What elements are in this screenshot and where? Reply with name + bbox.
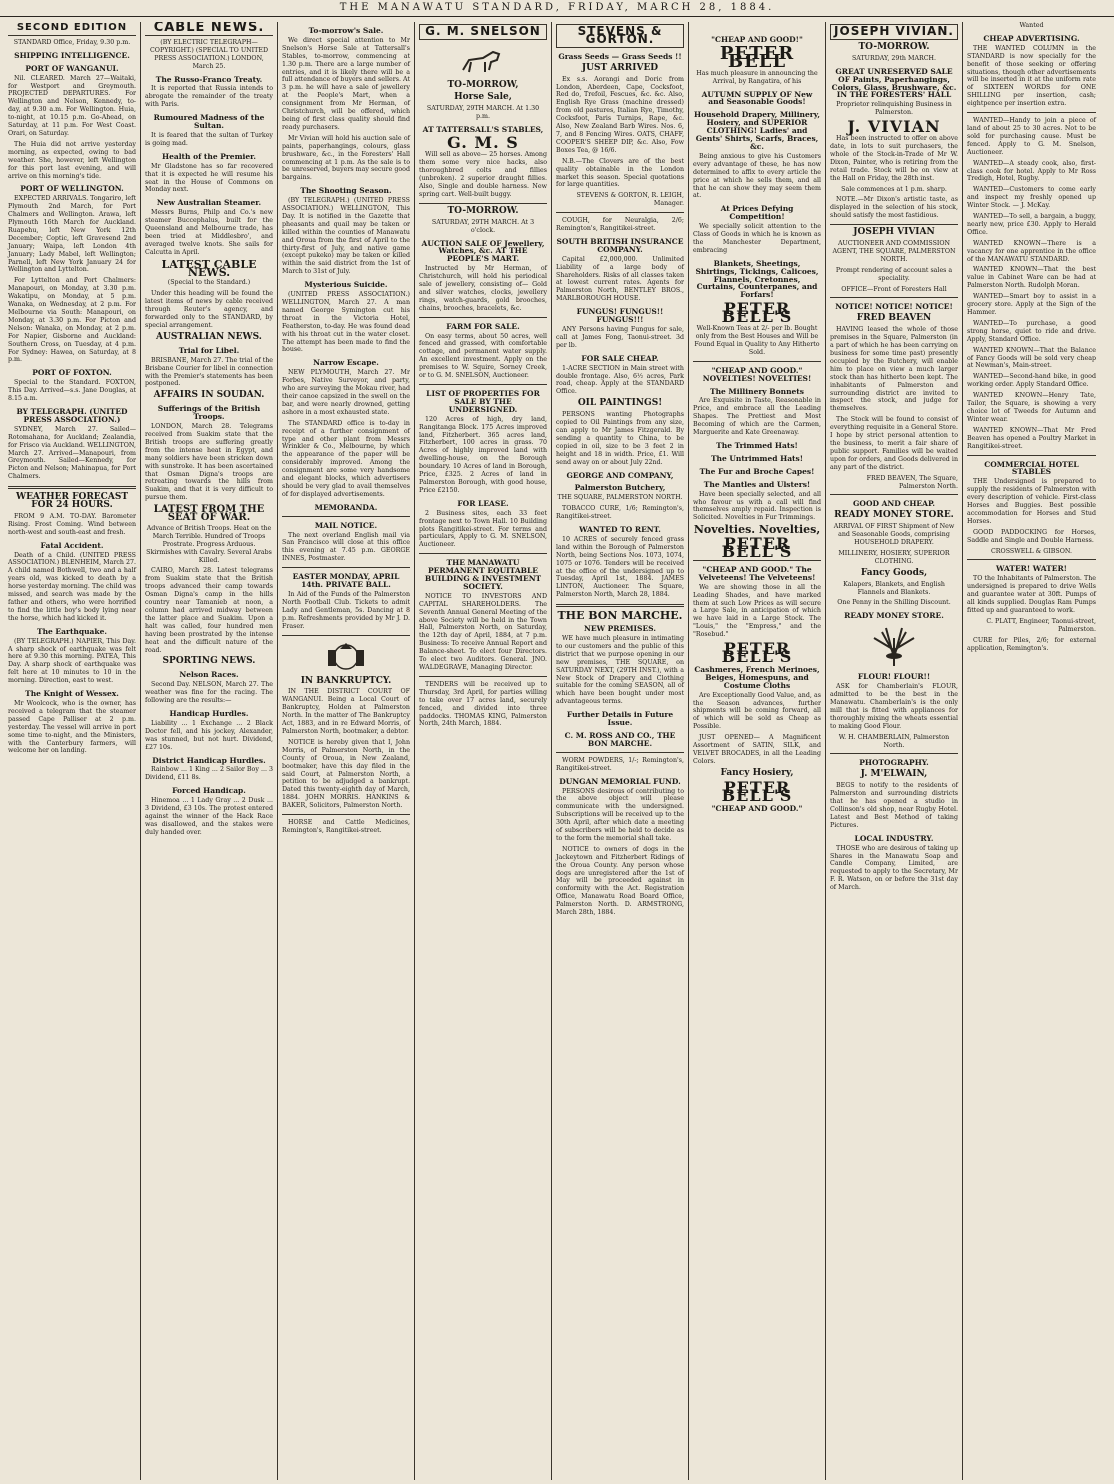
stables-heading: AT TATTERSALL'S STABLES, — [422, 124, 544, 134]
weather-text: FROM 9 A.M. TO-DAY. Barometer Rising. Frost Coming. Wind between north-west and south-east and fresh. — [8, 512, 136, 536]
just-arrived-text-2: N.B.—The Clovers are of the best quality obtainable in the London market this season. Special quotations for large quantities. — [556, 157, 684, 189]
premier-text: Mr Gladstone has so far recovered that it is expected he will resume his seat in the House of Commons on Monday next. — [145, 162, 273, 194]
fungus-text: ANY Persons having Fungus for sale, call at James Fong, Taonui-street. 3d per lb. — [556, 326, 684, 349]
wanted-label: Wanted — [1019, 22, 1044, 29]
novelties-heading: "CHEAP AND GOOD." NOVELTIES! NOVELTIES! — [702, 365, 812, 383]
standard-office-text: The STANDARD office is to-day in receipt of a further consignment of type and other plant from Messrs Wrinkler & Co., Melbourne, by which the appearance of the paper will be considerably improved. Among the consignment are some very handsome and elegant blocks, which advertisers should be very glad to avail themselves of for displayed advertisements. — [282, 419, 410, 498]
libel-text: BRISBANE, March 27. The trial of the Brisbane Courier for libel in connection with the Premier's statements has been postponed. — [145, 356, 274, 388]
wanted-ad: WANTED KNOWN—That the best value in Cabinet Ware can be had at Palmerston North. Rudolph Moran. — [967, 266, 1096, 290]
beaven-heading: FRED BEAVEN — [856, 313, 932, 324]
shipping-heading: SHIPPING INTELLIGENCE. — [14, 50, 130, 60]
just-arrived-text: Ex s.s. Aorangi and Doric from London, Aberdeen, Cape, Cocksfoot, Red do, Trefoil, Fescues, &c. &c. Also, English Rye Grass (machine dressed) from old pastures, Italian Rye, Timothy, Cocksfoot, Paris Turnips, Rape, &c. Also, New Zealand Barb Wires. Nos. 6, 7, and 8 Fencing Wires. OATS, CHAFF, COOPER'S SHEEP DIP, &c. Also, Fow Boxes Tea, @ 16/6. — [556, 75, 684, 154]
soudan-text: LONDON, March 28. Telegrams received from Suakim state that the British troops are suffering greatly from the intense heat in Egypt, and many soldiers have been stricken down with sunstroke. It has been ascertained that Osman Digna's troops are retreating towards the hills from Suakim, and that it is very difficult to pursue them. — [145, 423, 273, 502]
peter-bells-title-4: PETER BELL'S — [721, 639, 793, 666]
tomorrow-sale-text-2: Mr Vivian will hold his auction sale of paints, paperhangings, colours, glass brushware, &c., in the Foresters' Hall commencing at 1 p.m. As the sale is to be unreserved, buyers may secure good bargains. — [282, 134, 410, 182]
commercial-stables-heading: COMMERCIAL HOTEL STABLES — [984, 459, 1079, 477]
wanted-ad: WANTED KNOWN—That the Balance of Fancy Goods will be sold very cheap at Newman's, Main-street. — [967, 346, 1096, 370]
properties-text: 120 Acres of high, dry land, Rangitanga Block. 175 Acres improved land, Fitzherbert. 365 acres land, Fitzherbert, 100 acres in grass. 70 Acres of highly improved land with dwelling-house, on the Borough boundary. 10 Acres of land in Borough, Price, £325. 2 Acres of land in Palmerston Borough, with good house, Price £2150. — [419, 415, 547, 494]
ready-money-footer: READY MONEY STORE. — [844, 611, 944, 621]
fancy-hosiery: Fancy Hosiery, — [720, 767, 794, 778]
ready-money-heading: READY MONEY STORE. — [834, 510, 954, 521]
stevens-gorton-signature: STEVENS & GORTON, R. LEIGH, Manager. — [576, 192, 684, 208]
horse-lots: Will sell as above— 25 horses. Among them some very nice hacks, also thoroughbred colts and fillies (unbroken). 2 superior draught fillies. Also, Single and double harness. New spring cart. Well-built buggy. — [419, 151, 547, 198]
latest-cable-heading: LATEST CABLE NEWS. — [161, 257, 257, 279]
chamberlain-signature: W. H. CHAMBERLAIN, Palmerston North. — [838, 733, 950, 749]
trimmed-hats: The Trimmed Hats! — [716, 440, 798, 450]
seat-of-war-heading: LATEST FROM THE SEAT OF WAR. — [153, 504, 265, 524]
millinery-heading: The Millinery Bonnets — [710, 386, 804, 396]
wanted-ad: WANTED—Customers to come early and inspect my freshly opened up Winter Stock. — J. McKay. — [967, 186, 1096, 210]
column-cable-news — [141, 22, 278, 1480]
building-society-heading: THE MANAWATU PERMANENT EQUITABLE BUILDING & INVESTMENT SOCIETY. — [424, 558, 542, 591]
soudan-sub: Sufferings of the British Troops. — [157, 404, 261, 422]
peter-bells-title-3: PETER BELL'S — [721, 534, 793, 562]
cashmeres-text: Are Exceptionally Good Value, and, as the Season advances, further shipments will be coming forward, all of which will be sold as Cheap as Possible. — [693, 691, 821, 731]
shooting-heading: The Shooting Season. — [300, 186, 392, 196]
wanganui-text: Nil. CLEARED. March 27—Waitaki, for Westport and Greymouth. PROJECTED DEPARTURES. For Wellington and Nelson, Kennedy, to-day, at 9.30 a.m. For Wellington. Huia, to-night, at 10.15 p.m. Go-Ahead, on Saturday, at 11 p.m. For West Coast. Orari, on Saturday. — [8, 74, 136, 137]
foxton-text: Special to the Standard. FOXTON, This Day. Arrived—s.s. Jane Douglas, at 8.15 a.m. — [8, 379, 136, 403]
russo-heading: The Russo-Franco Treaty. — [155, 74, 263, 84]
wanted-ad: WANTED—To purchase, a good strong horse, quiet to ride and drive. Apply, Standard Office. — [967, 319, 1096, 343]
knight-text: Mr Woolcock, who is the owner, has received a telegram that the steamer passed Cape Palliser at 2 p.m. yesterday. The vessel will arrive in port some time to-night, and the Ministers, with the Canterbury farmers, will welcome her on landing. — [8, 699, 136, 755]
oil-paintings-text: PERSONS wanting Photographs copied to Oil Paintings from any size, can apply to Mr James Fitzgerald. By sending a quantity to China, to be copied in oil, size to be 3 feet 2 in height and 18 in width. Price, £1. Will send away on or about July 22nd. — [556, 411, 684, 466]
seat-of-war-items: Advance of British Troops. Heat on the March Terrible. Hundred of Troops Prostrate. Progress Arduous. Skirmishes with Cavalry. Several Arabs Killed. — [146, 524, 272, 564]
easter-ball-heading: EASTER MONDAY, APRIL 14th. PRIVATE BALL. — [292, 572, 400, 590]
port-wellington-heading: PORT OF WELLINGTON. — [20, 184, 124, 194]
wanted-list — [967, 117, 1096, 450]
mantles-text: Have been specially selected, and all who favour us with a call will find themselves amply repaid. Inspection is Solicited. Novelties in Fur Trimmings. — [693, 490, 821, 522]
auctioneer-text: AUCTIONEER AND COMMISSION AGENT, THE SQUARE, PALMERSTON NORTH. — [832, 240, 956, 263]
peter-bells-title-5: PETER BELL'S — [721, 777, 793, 805]
butchery-company: GEORGE AND COMPANY, — [566, 470, 674, 480]
properties-heading: LIST OF PROPERTIES FOR SALE BY THE UNDERSIGNED. — [426, 389, 540, 414]
sale-cheap-heading: FOR SALE CHEAP. — [581, 353, 659, 363]
vivian-date: SATURDAY, 29th MARCH. — [851, 54, 937, 62]
water-heading: WATER! WATER! — [996, 564, 1067, 574]
earthquake-text: (BY TELEGRAPH.) NAPIER, This Day. A sharp shock of earthquake was felt here at 9.30 this morning. PATEA, This Day. A sharp shock of earthquake was felt here at 10 minutes to 10 in the morning. Direction, east to west. — [8, 637, 136, 685]
column-second-edition — [4, 22, 141, 1480]
telegraph-text: SYDNEY, March 27. Sailed—Rotomahana, for Auckland; Zealandia, for Frisco via Auckland. WELLINGTON, March 27. Arrived—Manapouri, from Greymouth. Sailed—Kennedy, for Picton and Nelson; Mahinapua, for Port Chalmers. — [8, 425, 136, 481]
soudan-heading: AFFAIRS IN SOUDAN. — [153, 390, 265, 401]
velveteens-heading: "CHEAP AND GOOD." The Velveteens! The Velveteens! — [698, 564, 816, 582]
suicide-heading: Mysterious Suicide. — [304, 280, 388, 290]
column-snelson — [415, 22, 552, 1480]
special-text: We specially solicit attention to the Class of Goods in which he is known as the Manchester Department, embracing — [693, 223, 821, 254]
bankruptcy-text-2: NOTICE is hereby given that I, John Morris, of Palmerston North, in the County of Oroua, in New Zealand, bootmaker, have this day filed in the said Court, at Palmerston North, a petition to be adjudged a bankrupt. Dated this twenty-eighth day of March, 1884. JOHN MORRIS. HANKINS & BAKER, Solicitors, Palmerston North. — [282, 738, 410, 810]
dungan-heading: DUNGAN MEMORIAL FUND. — [559, 776, 681, 786]
blankets-list: Blankets, Sheetings, Shirtings, Tickings, Calicoes, Flannels, Cretonnes, Curtains, Counterpanes, and Forfars! — [695, 258, 819, 300]
peter-bell-title: PETER BELL — [719, 42, 795, 72]
column-peter-bell — [689, 22, 826, 1480]
horse-icon — [453, 44, 513, 78]
gms-initials: G. M. S — [447, 133, 519, 153]
announce-text: Has much pleasure in announcing the Arrival, by Rangatira, of his — [696, 69, 818, 85]
mcilwain-heading: J. M'ELWAIN, — [860, 769, 928, 780]
sultan-text: It is feared that the sultan of Turkey is going mad. — [145, 131, 273, 147]
wanted-ad: WANTED KNOWN—There is a vacancy for one apprentice in the office of the MANAWATU STANDARD. — [967, 239, 1096, 263]
good-cheap-heading: GOOD AND CHEAP. — [853, 499, 935, 509]
column-stevens-gorton — [552, 22, 689, 1480]
wanted-ad: WANTED—Smart boy to assist in a grocery store. Apply at the Sign of the Hammer. — [967, 293, 1096, 316]
easter-ball-text: In Aid of the Funds of the Palmerston North Football Club. Tickets to admit Lady and Gentleman, 5s. Dancing at 8 p.m. Refreshments provided by Mr J. D. Fraser. — [282, 591, 410, 630]
memoranda-heading: MEMORANDA. — [314, 502, 378, 512]
bankruptcy-heading: IN BANKRUPTCY. — [300, 675, 392, 686]
escape-text: NEW PLYMOUTH, March 27. Mr Forbes, Native Surveyor, and party, who are surveying the Mokau river, had their canoe capsized in the swell on the bar, and were nearly drowned, getting ashore in a most exhausted state. — [282, 369, 410, 416]
wanted-rent-text: 10 ACRES of securely fenced grass land within the Borough of Palmerston North, being Sections Nos. 1073, 1074, 1075 or 1076. Tenders will be received at the office of the undersigned up to Tuesday, April 1st, 1884. JAMES LINTON, Auctioneer. The Square, Palmerston North, March 28, 1884. — [556, 535, 684, 599]
unreserved-sale: GREAT UNRESERVED SALE OF Paints, Paperhangings, Colors, Glass, Brushware, &c. IN THE FORESTERS' HALL — [831, 66, 957, 100]
dixon-note: NOTE.—Mr Dixon's artistic taste, as displayed in the selection of his stock, should satisfy the most fastidious. — [830, 196, 958, 220]
new-premises-heading: NEW PREMISES. — [584, 624, 656, 634]
column-local-news — [278, 22, 415, 1480]
sultan-heading: Rumoured Madness of the Sultan. — [153, 113, 265, 131]
worm-powders-ad: WORM POWDERS, 1/-; Remington's, Rangitikei-street. — [556, 756, 684, 772]
tobacco-ad: TOBACCO CURE, 1/6; Remington's, Rangitikei-street. — [556, 505, 684, 521]
novelties-banner: Novelties. Novelties, — [693, 523, 821, 537]
untrimmed-hats: The Untrimmed Hats! — [710, 453, 804, 463]
sale-cheap-text: 1-ACRE SECTION in Main street with double frontage. Also, 6½ acres, Park road, cheap. Apply at the STANDARD Office. — [556, 364, 684, 396]
port-foxton-heading: PORT OF FOXTON. — [32, 368, 112, 378]
beaven-text-2: The Stock will be found to consist of everything requisite in a General Store. I hope by strict personal attention to the business, to merit a fair share of public support. Families will be waited upon for orders, and Goods delivered in any part of the district. — [830, 416, 958, 471]
dogs-notice: NOTICE to owners of dogs in the Jackeytown and Fitzherbert Ridings of the Oroua County. Any person whose dogs are unregistered after the 1st of May will be proceeded against in conformity with the Act. Registration Office, Manawatu Road Board Office, Palmerston North. D. ARMSTRONG, March 28th, 1884. — [556, 845, 684, 917]
seat-of-war-text: CAIRO, March 28. Latest telegrams from Suakim state that the British troops advanced their camp towards Osman Digna's camp in the hills country near Tamanieb at noon, a column had arrived midway between the latter place and Suakim. Upon a halt was called, four hundred men having been prostrated by the intense heat and the difficult nature of the road. — [145, 567, 273, 654]
mail-notice-text: The next overland English mail via San Francisco will close at this office this evening at 7.45 p.m. GEORGE INNES, Postmaster. — [282, 531, 410, 563]
wanted-intro: THE WANTED COLUMN in the STANDARD is now specially for the benefit of those seeking or offering situations, though other advertisements will be inserted in it at the uniform rate of SIXTEEN WORDS for ONE SHILLING per insertion, cash; eightpence per insertion extra. — [967, 44, 1096, 108]
horse-medicines-ad: HORSE and Cattle Medicines, Remington's, Rangitikei-street. — [282, 819, 410, 834]
flour-heading: FLOUR! FLOUR!! — [857, 672, 931, 682]
defying-competition: At Prices Defying Competition! — [720, 204, 794, 222]
platt-signature: C. PLATT, Engineer, Taonui-street, Palmerston. — [986, 617, 1096, 633]
cheap-good-heading: "CHEAP AND GOOD!" — [711, 35, 803, 44]
horse-sale-heading: Horse Sale, — [454, 91, 512, 102]
crosswell-signature: CROSSWELL & GIBSON. — [990, 547, 1072, 555]
bankruptcy-text: IN THE DISTRICT COURT OF WANGANUI. Being a Local Court of Bankruptcy, Holden at Palmerston North. In the matter of The Bankruptcy Act, 1883, and in re Edward Morris, of Palmerston North, bootmaker, a debtor. — [282, 688, 410, 735]
wanted-ad: WANTED—Second-hand bike, in good working order. Apply Standard Office. — [967, 373, 1096, 389]
latest-cable-note: Under this heading will be found the latest items of news by cable received through Reuter's agency, and forwarded only to the STANDARD, by special arrangement. — [145, 290, 273, 329]
vivian-tomorrow: TO-MORROW. — [858, 41, 930, 52]
royal-arms-emblem — [316, 640, 376, 674]
steamer-text: Messrs Burns, Philp and Co.'s new steamer Buccephalus, built for the Queensland and Melbourne trade, has been tried at Middlesbro', and averaged twelve knots. She sails for Calcutta in April. — [145, 209, 273, 256]
returns-text: Prompt rendering of account sales a speciality. — [835, 266, 953, 282]
vivian-initials: J. VIVIAN — [847, 117, 941, 137]
forced-heading: Forced Handicap. — [172, 786, 246, 796]
fancy-goods: Fancy Goods, — [860, 567, 928, 578]
cable-byline: (BY ELECTRIC TELEGRAPH—COPYRIGHT.) (SPECIAL TO UNITED PRESS ASSOCIATION.) LONDON, March 25. — [149, 38, 268, 70]
port-wanganui-heading: PORT OF WANGANUI. — [25, 63, 119, 73]
household-drapery: Household Drapery, Millinery, Hosiery, and SUPERIOR CLOTHING! Ladies' and Gents' Shirts, Scarfs, Braces, &c. — [694, 110, 820, 151]
lease-heading: FOR LEASE. — [457, 498, 509, 508]
races-heading: Nelson Races. — [179, 670, 239, 680]
wellington-text-2: For Lyttelton and Port Chalmers: Manapouri, on Monday, at 3.30 p.m. Wakatipu, on Monday, at 5 p.m. Wanaka, on Wednesday, at 2 p.m. For Melbourne via South: Manapouri, on Monday, at 3.30 p.m. For Picton and Nelson: Wanaka, on Monday, at 2 p.m. For Napier, Gisborne and Auckland: Southern Cross, on Tuesday, at 4 p.m. For Sydney: Hawea, on Saturday, at 8 p.m. — [8, 277, 136, 364]
premier-heading: Health of the Premier. — [161, 151, 257, 161]
knight-heading: The Knight of Wessex. — [25, 689, 119, 699]
mail-notice-heading: MAIL NOTICE. — [314, 520, 378, 530]
millinery-text: Are Exquisite in Taste, Reasonable in Price, and embrace all the Leading Shapes. The Prettiest and Most Becoming of which are the Carmen, Marguerite and Kate Greenaway. — [693, 397, 821, 437]
column-wanted — [963, 22, 1100, 1480]
oil-paintings-heading: OIL PAINTINGS! — [577, 398, 663, 409]
tenders-text: TENDERS will be received up to Thursday, 3rd April, for parties willing to take over 17 acres land, securely fenced, and divided into three paddocks. THOMAS KING, Palmerston North, 24th March, 1884. — [419, 680, 547, 728]
district-text: Rainbow ... 1 King ... 2 Sailor Boy ... 3 Dividend, £11 8s. — [145, 766, 273, 782]
grass-heading: Grass Seeds — Grass Seeds !! — [558, 51, 682, 61]
farm-text: On easy terms, about 50 acres, well fenced and grassed, with comfortable cottage, and permanent water supply. An excellent investment. Apply on the premises to W. Squire, Sorney Creek, or to G. M. SNELSON, Auctioneer. — [419, 332, 547, 380]
new-premises-text: WE have much pleasure in intimating to our customers and the public of this district that we purpose opening in our new premises, THE SQUARE, on SATURDAY NEXT, (29TH INST.), with a New Stock of Drapery and Clothing suitable for the coming SEASON, all of which have been bought under most advantageous terms. — [556, 635, 684, 706]
wanted-ad: WANTED—To sell, a bargain, a buggy, nearly new, price £30. Apply to Herald Office. — [967, 213, 1096, 236]
wanganui-text-2: The Huia did not arrive yesterday morning, as expected, owing to bad weather. She, however, left Wellington for this port last evening, and will arrive on this morning's tide. — [8, 140, 136, 180]
joseph-vivian-title: JOSEPH VIVIAN — [853, 227, 935, 238]
tomorrow-sale-text: We direct special attention to Mr Snelson's Horse Sale at Tattersall's Stables, to-morrow, commencing at 1.30 p.m. There are a large number of entries, and it is likely there will be a full attendance of buyers and sellers. At 3 p.m. he will have a sale of jewellery at the People's Mart, when a consignment from Mr Herman, of Christchurch, will be offered, which being of first class quality should find ready purchasers. — [282, 36, 410, 131]
jewellery-text: Instructed by Mr Herman, of Christchurch, will hold his periodical sale of jewellery, consisting of— Gold and silver watches, clocks, jewellery rings, watch-guards, gold brooches, chains, brooches, bracelets, &c. — [419, 265, 547, 312]
lease-text: 2 Business sites, each 33 feet frontage next to Town Hall. 10 Building plots Rangitikei-street. For terms and particulars, Apply to G. M. SNELSON, Auctioneer. — [419, 509, 547, 549]
wanted-ad: WANTED—Handy to join a piece of land of about 25 to 30 acres. Not to be sold for purchasing cause. Must be fenced. Apply to G. M. Snelson, Auctioneer. — [967, 117, 1096, 156]
millinery-clothing: MILLINERY, HOSIERY, SUPERIOR CLOTHING. — [838, 549, 950, 565]
fatal-accident-heading: Fatal Accident. — [40, 540, 104, 550]
hurdles-heading: Handicap Hurdles. — [169, 708, 249, 718]
arrival-text: ARRIVAL OF FIRST Shipment of New and Seasonable Goods, comprising HOUSEHOLD DRAPERY. — [833, 523, 955, 547]
household-text: Being anxious to give his Customers every advantage of these, he has now determined to affix to every article the price at which he sells them, and all that he can show they may seem them at. — [693, 152, 821, 200]
latest-cable-sub: (Special to the Standard.) — [167, 279, 251, 287]
just-arrived-heading: JUST ARRIVED — [581, 62, 659, 73]
australian-news-heading: AUSTRALIAN NEWS. — [156, 331, 262, 342]
cheap-advertising-heading: CHEAP ADVERTISING. — [983, 33, 1080, 43]
russo-text: It is reported that Russia intends to abrogate the remainder of the treaty with Paris. — [145, 85, 273, 109]
peter-bells-title-2: PETER BELL'S — [721, 299, 793, 327]
steamer-heading: New Australian Steamer. — [156, 198, 262, 208]
beaven-text: HAVING leased the whole of those premises in the Square, Palmerston (in a part of which he has been carrying on business for some time past) presently occupied by the Butchery, will enable him to place on view a much larger stock than has hitherto been kept. The inhabitants of Palmerston and surrounding district are invited to inspect the stock, and judge for themselves. — [830, 326, 958, 413]
jewellery-date: SATURDAY, 29TH MARCH. At 3 o'clock. — [431, 218, 535, 234]
wanted-ad: WANTED KNOWN—That Mr Fred Beaven has opened a Poultry Market in Rangitikei-street. — [967, 426, 1096, 450]
beaven-signature: FRED BEAVEN, The Square, Palmerston North. — [866, 474, 958, 490]
butchery-address: THE SQUARE, PALMERSTON NORTH. — [557, 494, 683, 502]
snelson-heading: G. M. SNELSON — [419, 24, 547, 40]
commercial-stables-text: THE Undersigned is prepared to supply the residents of Palmerston with every description of vehicle. First-class Horses and Buggies. Best possible accommodation for Horses and Stud Horses. — [967, 478, 1096, 525]
dateline: STANDARD Office, Friday, 9.30 p.m. — [13, 38, 131, 46]
farm-heading: FARM FOR SALE. — [446, 321, 520, 331]
telegraph-heading: BY TELEGRAPH. (UNITED PRESS ASSOCIATION.) — [16, 406, 128, 424]
stevens-gorton-heading: STEVENS & GORTON. — [556, 24, 684, 48]
tomorrow-2-heading: TO-MORROW. — [447, 205, 519, 216]
sale-commences: Sale commences at 1 p.m. sharp. — [841, 185, 947, 193]
jewellery-heading: AUCTION SALE OF Jewellery, Watches, &c. AT THE PEOPLE'S MART. — [421, 238, 545, 264]
fatal-accident-text: Death of a Child. (UNITED PRESS ASSOCIATION.) BLENHEIM, March 27. A child named Bothwell, two and a half years old, was kicked to death by a horse yesterday morning. The child was missed, and search was made by the father and others, who were horrified to find the little boy's body lying near the horse, which had kicked it. — [8, 551, 136, 622]
sporting-heading: SPORTING NEWS. — [162, 656, 256, 667]
cable-news-heading: CABLE NEWS. — [145, 22, 273, 36]
office-text: OFFICE—Front of Foresters Hall — [841, 285, 947, 293]
kalapers-text: Kalapers, Blankets, and English Flannels and Blankets. — [843, 580, 945, 596]
tea-text: Well-Known Teas at 2/- per lb. Bought only from the Best Houses and Will be Found Equal in Quality to Any Hitherto Sold. — [694, 325, 820, 356]
bon-marche-heading: THE BON MARCHE. — [557, 609, 683, 623]
masthead: THE MANAWATU STANDARD, FRIDAY, MARCH 28, 1884. — [0, 0, 1114, 17]
dungan-text: PERSONS desirous of contributing to the above object will please communicate with the undersigned. Subscriptions will be received up to the 30th April, after which date a meeting of subscribers will be held to decide as to the form the memorial shall take. — [556, 787, 684, 842]
velveteens-text: We are showing those in all the Leading Shades, and have marked them at such Low Prices as will secure a Large Sale, in anticipation of which we have laid in a Large Stock. The "Louis," the "Empress," and the "Rosebud." — [693, 583, 821, 639]
cough-ad: COUGH, for Neuralgia, 2/6; Remington's, Rangitikei-street. — [556, 217, 684, 233]
mcilwain-text: BEGS to notify to the residents of Palmerston and surrounding districts that he has opened a studio in Collinson's old shop, near Rugby Hotel. Latest and Best Method of taking Pictures. — [830, 782, 958, 829]
insurance-heading: SOUTH BRITISH INSURANCE COMPANY. — [556, 236, 684, 254]
forced-text: Hinemoa ... 1 Lady Gray ... 2 Dusk ... 3 Dividend, £3 10s. The protest entered against the winner of the Hack Race was disallowed, and the stakes were duly handed over. — [145, 797, 273, 836]
autumn-supply: AUTUMN SUPPLY OF New and Seasonable Goods! — [701, 89, 813, 107]
just-opened-text: JUST OPENED— A Magnificent Assortment of SATIN, SILK, and VELVET BROCADES, in all the Leading Colors. — [693, 734, 821, 765]
earthquake-heading: The Earthquake. — [37, 626, 107, 636]
horse-sale-date: SATURDAY, 29TH MARCH. At 1.30 p.m. — [426, 104, 540, 120]
wellington-text: EXPECTED ARRIVALS. Tongariro, left Plymouth 2nd March, for Port Chalmers and Wellington. Arawa, left Plymouth 16th March for Auckland. Ruapehu, left New York 12th December; Coptic, left Gravesend 2nd January; Waipa, left London 4th January; Lady Mabel, left Wellington; Parnell, left New York January 24 for Wellington and Lyttelton. — [8, 195, 136, 274]
mantles-ulsters: The Mantles and Ulsters! — [703, 479, 811, 489]
wanted-rent-heading: WANTED TO RENT. — [579, 525, 661, 535]
notice-heading: NOTICE! NOTICE! NOTICE! — [835, 302, 953, 312]
fungus-heading: FUNGUS! FUNGUS!! FUNGUS!!! — [576, 307, 664, 325]
district-heading: District Handicap Hurdles. — [152, 755, 266, 765]
butchery-heading: Palmerston Butchery, — [574, 483, 666, 493]
local-industry-heading: LOCAL INDUSTRY. — [854, 833, 934, 843]
vivian-text: Has been instructed to offer on above date, in lots to suit purchasers, the whole of the Stock-in-Trade of Mr W. Dixon, Painter, who is retiring from the retail trade. Stock will be on view at the Hall on Friday, the 28th inst. — [830, 135, 958, 182]
photography-heading: PHOTOGRAPHY. — [859, 758, 929, 768]
wanted-ad: WANTED—A steady cook, also, first-class cook for hotel. Apply to Mr Ross Tredigh, Hotel, Rugby. — [967, 159, 1096, 183]
flour-text: ASK for Chamberlain's FLOUR, admitted to be the best in the Manawatu. Chamberlain's is the only mill that is fitted with appliances for thoroughly mixing the wheats essential to making Good Flour. — [830, 683, 958, 730]
races-text: Second Day. NELSON, March 27. The weather was fine for the racing. The following are the results:— — [145, 681, 273, 705]
building-society-text: NOTICE TO INVESTORS AND CAPITAL SHAREHOLDERS. The Seventh Annual General Meeting of the above Society will be held in the Town Hall, Palmerston North, on Saturday, the 12th day of April, 1884, at 7 p.m. Business: To receive Annual Report and Balance-sheet. To elect four Directors. To elect two Auditors. General. JNO. WALDEGRAVE, Managing Director. — [419, 592, 547, 671]
water-text: TO the Inhabitants of Palmerston. The undersigned is prepared to drive Wells and guarantee water at 30ft. Pumps of all kinds supplied. Douglas Ram Pumps fitted up and guaranteed to work. — [967, 575, 1096, 614]
penny-discount: One Penny in the Shilling Discount. — [837, 599, 951, 607]
shooting-text: (BY TELEGRAPH.) (UNITED PRESS ASSOCIATION.) WELLINGTON, This Day. It is notified in the Gazette that pheasants and quail may be taken or killed within the counties of Manawatu and Oroua from the first of April to the thirty-first of July, and native game (except pukeko) may be taken or killed within the said district from the 1st of March to 31st of July. — [282, 197, 410, 276]
local-industry-text: THOSE who are desirous of taking up Shares in the Manawatu Soap and Candle Company, Limited, are requested to apply to the Secretary, Mr F. R. Watson, on or before the 31st day of March. — [830, 844, 958, 892]
wanted-ad: WANTED KNOWN—Henry Tate, Tailor, the Square, is showing a very choice lot of Tweeds for Autumn and Winter wear. — [967, 392, 1096, 423]
fur-capes: The Fur and Broche Capes! — [699, 466, 815, 476]
ross-signature: C. M. ROSS AND CO., THE BON MARCHE. — [564, 730, 676, 748]
second-edition-heading: SECOND EDITION — [8, 22, 136, 36]
weather-heading: WEATHER FORECAST FOR 24 HOURS. — [15, 492, 129, 511]
suicide-text: (UNITED PRESS ASSOCIATION.) WELLINGTON, March 27. A man named George Symington cut his throat in the Victoria Hotel, Featherston, to-day. He was found dead with his throat cut in the water closet. The attempt has been made to find the house. — [282, 291, 410, 354]
insurance-text: Capital £2,000,000. Unlimited Liability of a large body of Shareholders. Risks of all classes taken at lowest current rates. Agents for Palmerston North, BENTLEY BROS., MARLBOROUGH HOUSE. — [556, 255, 684, 303]
cheap-good-final: "CHEAP AND GOOD." — [711, 803, 803, 813]
tomorrow-sale-heading: To-morrow's Sale. — [308, 26, 384, 35]
column-joseph-vivian — [826, 22, 963, 1480]
cashmeres-heading: Cashmeres, French Merinoes, Beiges, Homespuns, and Costume Cloths — [694, 664, 820, 690]
escape-heading: Narrow Escape. — [313, 358, 379, 368]
proprietor-text: Proprietor relinquishing Business in Palmerston. — [836, 101, 952, 117]
libel-heading: Trial for Libel. — [178, 345, 240, 355]
piles-cure-ad: CURE for Piles, 2/6; for external application, Remington's. — [967, 636, 1096, 652]
wheat-sheaf-icon — [854, 624, 934, 668]
paddocking-text: GOOD PADDOCKING for Horses, Saddle and Single and Double Harness. — [967, 528, 1096, 544]
further-details: Further Details in Future Issue. — [566, 710, 674, 728]
hurdles-text: Liability ... 1 Exchange ... 2 Black Doctor fell, and his jockey, Alexander, was stunned, but not hurt. Dividend, £27 10s. — [145, 719, 273, 751]
joseph-vivian-heading: JOSEPH VIVIAN. — [830, 24, 958, 40]
tomorrow-heading: TO-MORROW, — [447, 79, 519, 90]
